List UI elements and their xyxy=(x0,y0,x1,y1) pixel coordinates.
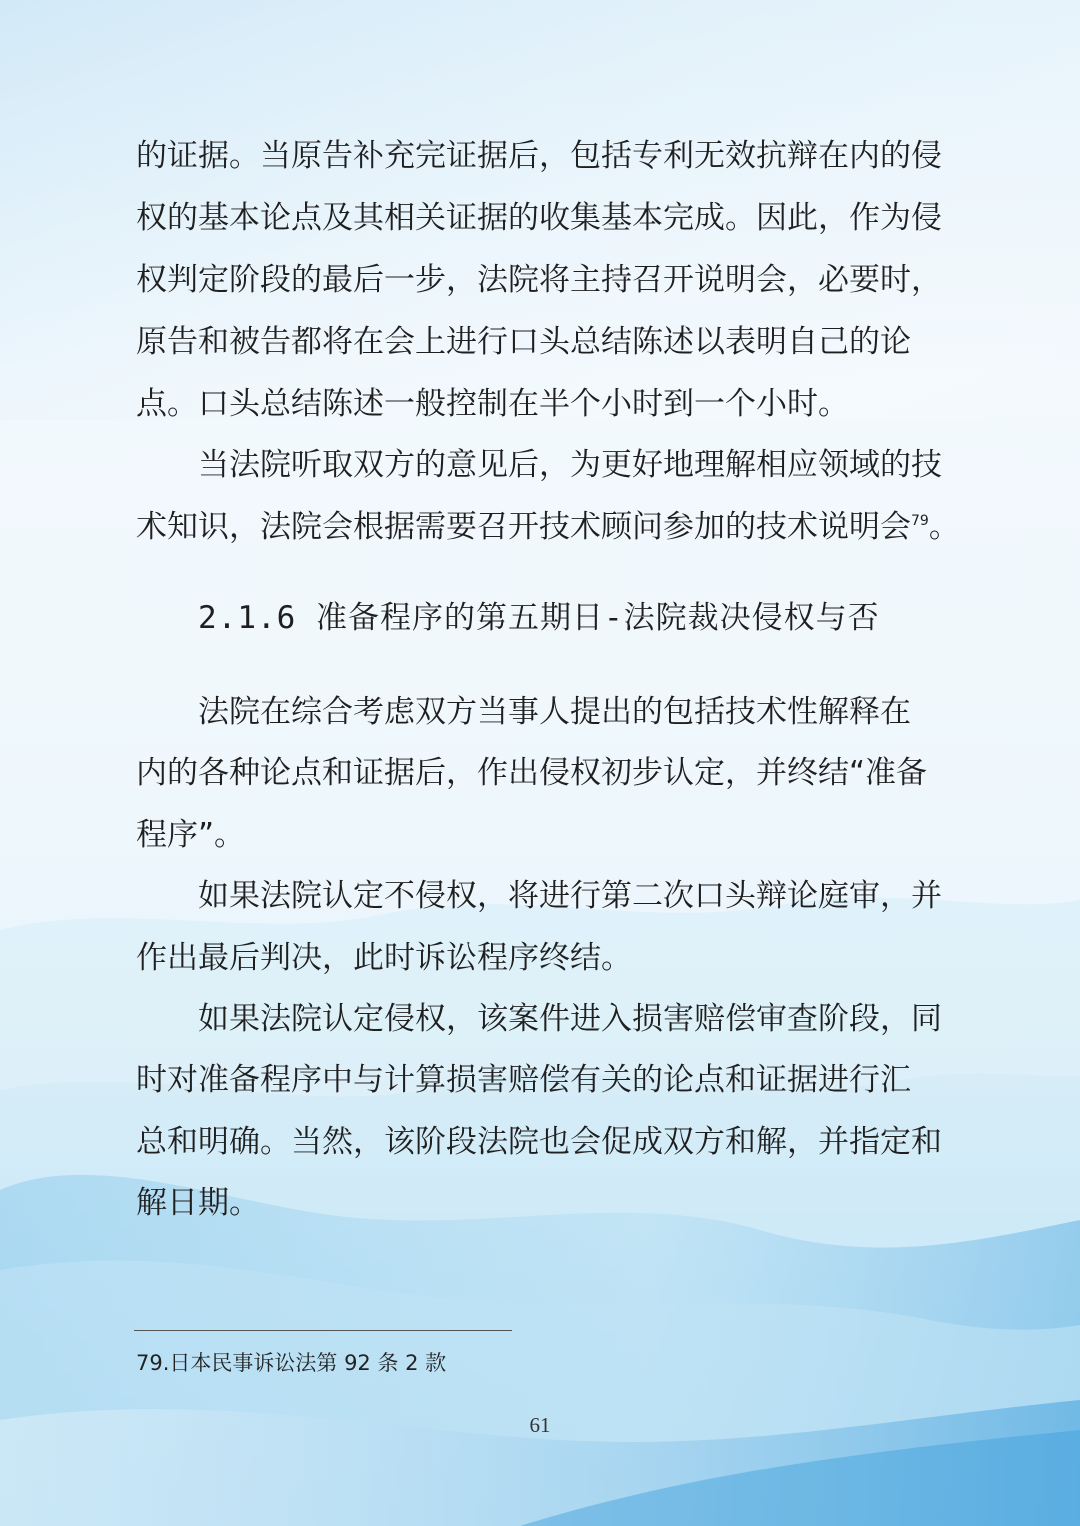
paragraph-line: 内的各种论点和证据后，作出侵权初步认定，并终结“准备 xyxy=(136,755,928,791)
paragraph-line: 当法院听取双方的意见后，为更好地理解相应领域的技 xyxy=(198,447,942,483)
paragraph-line: 的证据。当原告补充完证据后，包括专利无效抗辩在内的侵 xyxy=(136,138,942,174)
paragraph-line-with-footnote xyxy=(136,507,960,547)
paragraph-line: 时对准备程序中与计算损害赔偿有关的论点和证据进行汇 xyxy=(136,1062,911,1098)
footnote: 79.日本民事诉讼法第 92 条 2 款 xyxy=(136,1351,447,1375)
footnote-divider xyxy=(134,1330,512,1331)
paragraph-line: 点。口头总结陈述一般控制在半个小时到一个小时。 xyxy=(136,386,849,422)
paragraph-line: 权的基本论点及其相关证据的收集基本完成。因此，作为侵 xyxy=(136,200,942,236)
paragraph-line: 原告和被告都将在会上进行口头总结陈述以表明自己的论 xyxy=(136,324,911,360)
footnote-ref[interactable]: 79 xyxy=(911,513,929,529)
paragraph-line: 法院在综合考虑双方当事人提出的包括技术性解释在 xyxy=(198,694,911,730)
page-number: 61 xyxy=(529,1413,551,1437)
section-heading: 2.1.6 准备程序的第五期日-法院裁决侵权与否 xyxy=(198,600,880,636)
paragraph-text-end: 。 xyxy=(928,509,960,545)
paragraph-line: 如果法院认定不侵权，将进行第二次口头辩论庭审，并 xyxy=(198,878,942,914)
paragraph-line: 总和明确。当然，该阶段法院也会促成双方和解，并指定和 xyxy=(136,1124,942,1160)
paragraph-line: 权判定阶段的最后一步，法院将主持召开说明会，必要时， xyxy=(136,262,942,298)
paragraph-line: 程序”。 xyxy=(136,817,246,853)
paragraph-text: 术知识，法院会根据需要召开技术顾问参加的技术说明会 xyxy=(136,509,911,545)
paragraph-line: 解日期。 xyxy=(136,1185,260,1221)
paragraph-line: 作出最后判决，此时诉讼程序终结。 xyxy=(136,940,632,976)
paragraph-line: 如果法院认定侵权，该案件进入损害赔偿审查阶段，同 xyxy=(198,1001,942,1037)
